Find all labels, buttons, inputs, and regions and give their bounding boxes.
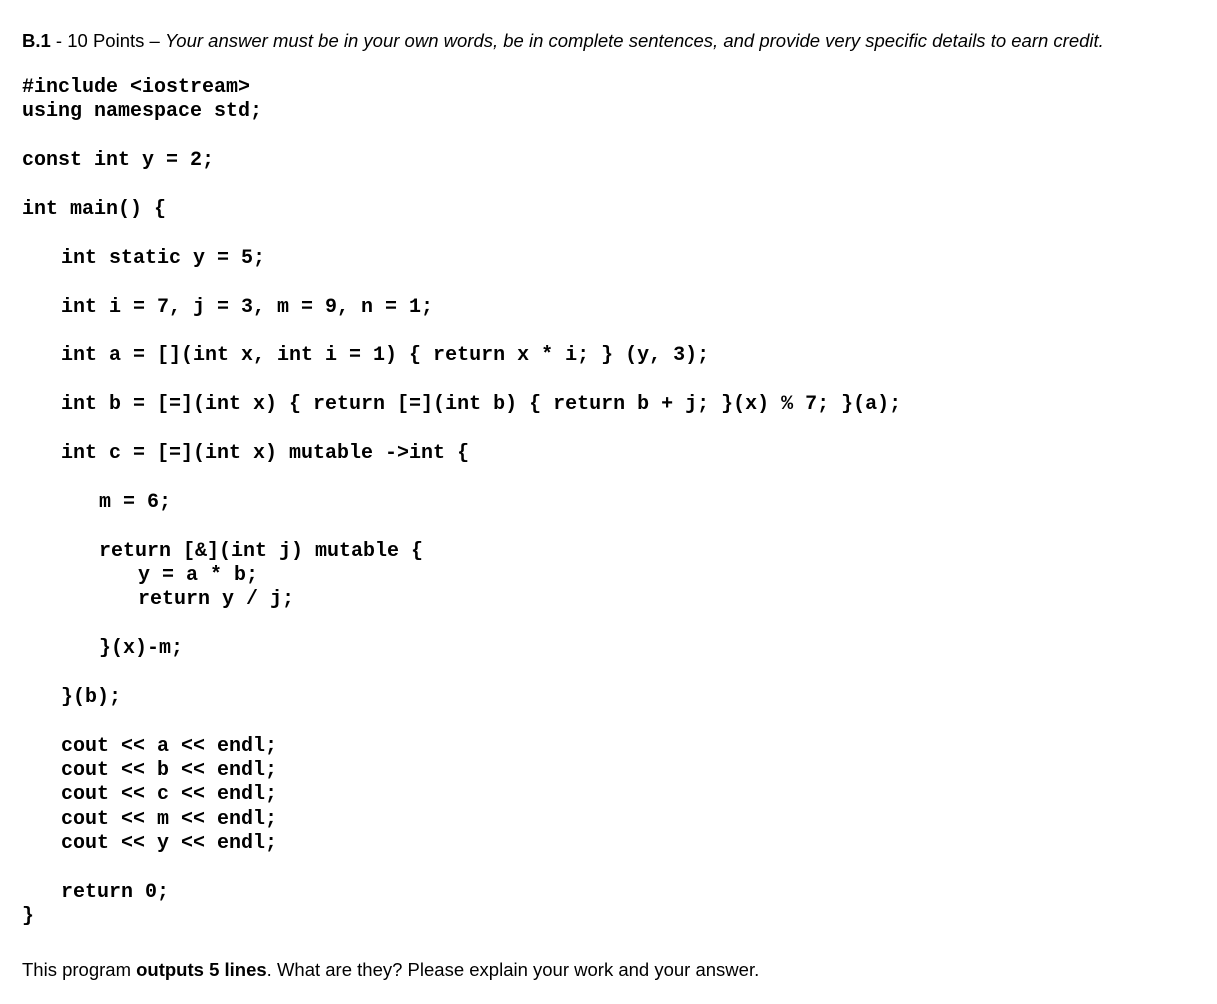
code-line-lambda-b: int b = [=](int x) { return [=](int b) { return b + j; }(x) % 7; }(a); [61,393,902,416]
prompt-bold: outputs 5 lines [136,959,267,980]
code-line-m-assign: m = 6; [99,491,172,514]
separator: – [144,30,165,51]
answer-prompt [22,958,759,982]
code-line-cout-a: cout << a << endl; [61,735,278,758]
question-points: 10 Points [67,30,145,51]
code-line-static-y: int static y = 5; [61,247,266,270]
code-line-lambda-a: int a = [](int x, int i = 1) { return x * i; } (y, 3); [61,344,710,367]
code-line-main-open: int main() { [22,198,167,221]
question-instructions: Your answer must be in your own words, be in complete sentences, and provide very specific details to earn credit. [164,30,1104,51]
code-line-cout-b: cout << b << endl; [61,759,278,782]
code-line-vars: int i = 7, j = 3, m = 9, n = 1; [61,296,434,319]
prompt-lead: This program [22,959,137,980]
code-line-lambda-c-open: int c = [=](int x) mutable ->int { [61,442,470,465]
code-line-using: using namespace std; [22,100,263,123]
code-line-inner-close: }(x)-m; [99,637,184,660]
code-line-include: #include <iostream> [22,76,251,99]
code-line-const-y: const int y = 2; [22,149,215,172]
code-line-return-y: return y / j; [138,588,295,611]
code-line-cout-y: cout << y << endl; [61,832,278,855]
question-header [22,29,1104,53]
code-line-main-close: } [22,905,35,928]
question-number: B.1 [22,30,51,51]
code-line-y-assign: y = a * b; [138,564,259,587]
code-line-cout-c: cout << c << endl; [61,783,278,806]
code-line-return-0: return 0; [61,881,170,904]
code-line-inner-return-open: return [&](int j) mutable { [99,540,424,563]
separator: - [50,30,68,51]
prompt-rest: . What are they? Please explain your work and your answer. [266,959,760,980]
code-line-lambda-c-close: }(b); [61,686,122,709]
code-line-cout-m: cout << m << endl; [61,808,278,831]
